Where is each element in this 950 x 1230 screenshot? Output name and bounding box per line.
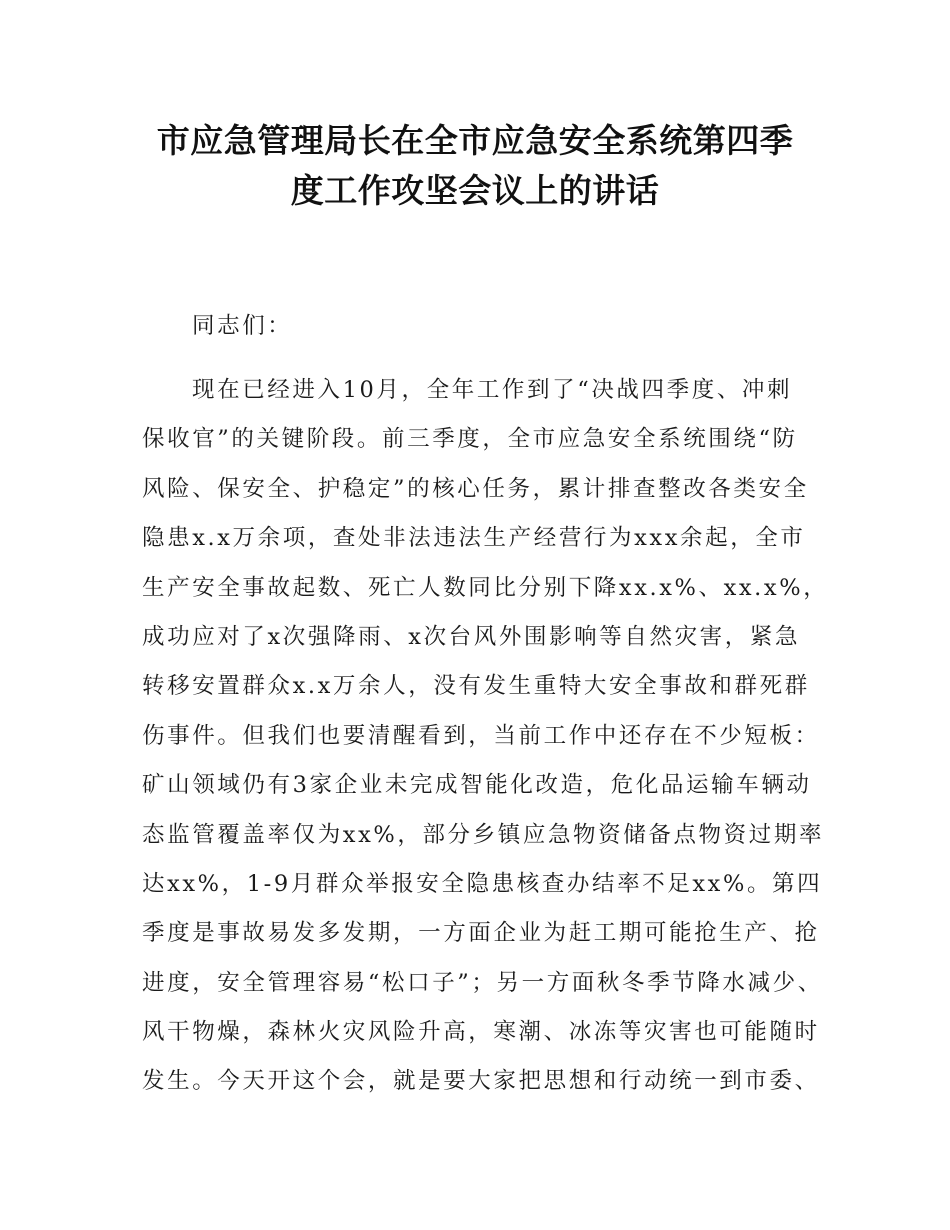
title-line-1: 市应急管理局长在全市应急安全系统第四季 <box>156 121 794 160</box>
paragraph-line: 现在已经进入10月，全年工作到了“决战四季度、冲刺 <box>192 377 793 403</box>
paragraph-line: 态监管覆盖率仅为xx%，部分乡镇应急物资储备点物资过期率 <box>142 821 825 848</box>
paragraph <box>142 372 842 1113</box>
document-title <box>0 116 950 216</box>
paragraph-line: 伤事件。但我们也要清醒看到，当前工作中还存在不少短板： <box>142 722 820 749</box>
paragraph-line: 生产安全事故起数、死亡人数同比分别下降xx.x%、xx.x%， <box>142 574 829 601</box>
paragraph-line: 风险、保安全、护稳定”的核心任务，累计排查整改各类安全 <box>142 475 809 502</box>
paragraph-line: 转移安置群众x.x万余人，没有发生重特大安全事故和群死群 <box>142 673 810 700</box>
title-line-2: 度工作攻坚会议上的讲话 <box>290 171 660 210</box>
paragraph-line: 矿山领域仍有3家企业未完成智能化改造，危化品运输车辆动 <box>142 772 812 799</box>
paragraph-line: 成功应对了x次强降雨、x次台风外围影响等自然灾害，紧急 <box>142 623 801 650</box>
paragraph-line: 季度是事故易发多发期，一方面企业为赶工期可能抢生产、抢 <box>142 920 820 947</box>
paragraph-line: 保收官”的关键阶段。前三季度，全市应急安全系统围绕“防 <box>142 426 798 453</box>
salutation: 同志们： <box>192 313 293 339</box>
paragraph-line: 进度，安全管理容易“松口子”；另一方面秋冬季节降水减少、 <box>142 969 823 996</box>
paragraph-line: 隐患x.x万余项，查处非法违法生产经营行为xxx余起，全市 <box>142 525 806 552</box>
paragraph-line: 风干物燥，森林火灾风险升高，寒潮、冰冻等灾害也可能随时 <box>142 1019 820 1046</box>
paragraph-line: 发生。今天开这个会，就是要大家把思想和行动统一到市委、 <box>142 1068 820 1095</box>
paragraph-line: 达xx%，1-9月群众举报安全隐患核查办结率不足xx%。第四 <box>142 870 823 897</box>
